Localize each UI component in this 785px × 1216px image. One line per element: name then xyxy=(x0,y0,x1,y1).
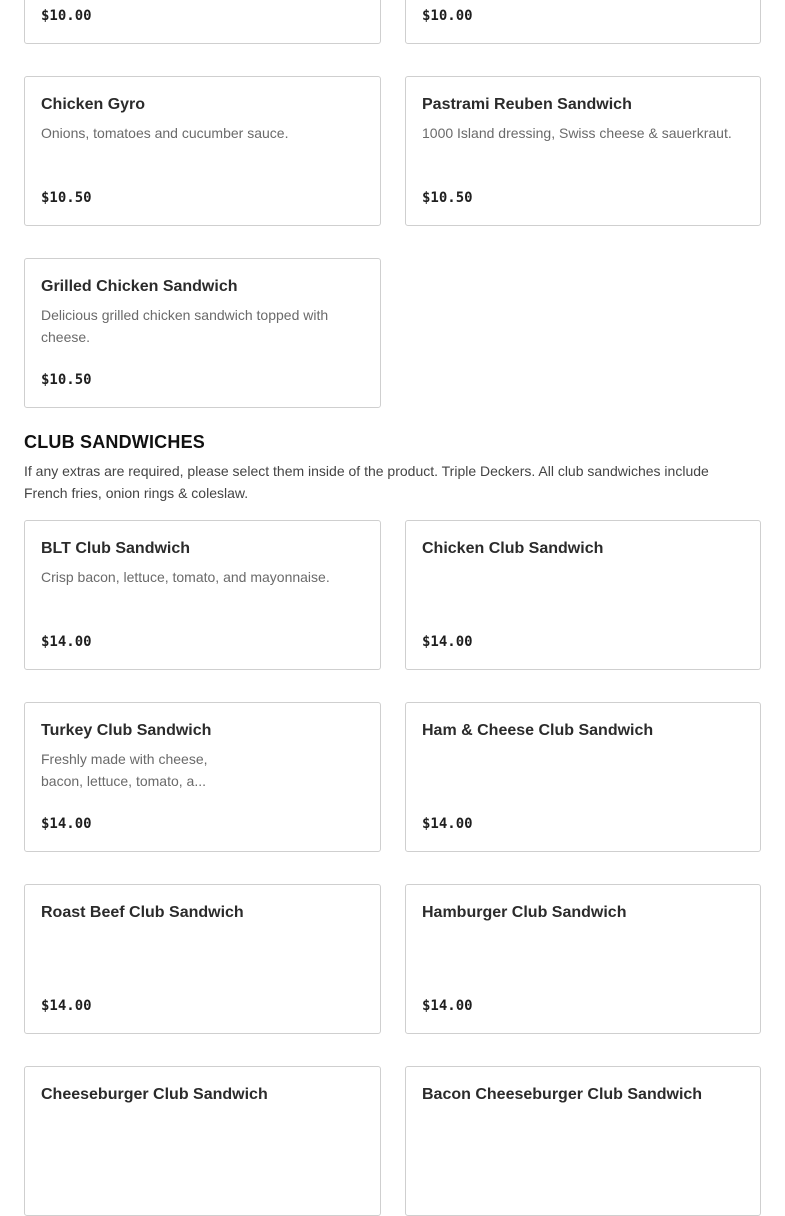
section-title: CLUB SANDWICHES xyxy=(24,432,205,452)
item-description: Delicious grilled chicken sandwich topped with cheese. xyxy=(41,307,329,345)
item-price: $14.00 xyxy=(422,998,473,1014)
item-price: $10.50 xyxy=(41,372,92,388)
item-description: Crisp bacon, lettuce, tomato, and mayonnaise. xyxy=(41,569,330,585)
item-name: Turkey Club Sandwich xyxy=(41,722,212,739)
menu-item-card-chicken-gyro[interactable] xyxy=(24,76,381,226)
item-price: $10.50 xyxy=(422,190,473,206)
menu-item-card-bacon-cheeseburger-club[interactable] xyxy=(405,1066,761,1216)
item-price: $14.00 xyxy=(41,998,92,1014)
item-name: Chicken Gyro xyxy=(41,96,146,113)
item-name: Bacon Cheeseburger Club Sandwich xyxy=(422,1086,703,1103)
menu-item-card-turkey-club[interactable] xyxy=(24,702,381,852)
menu-item-card[interactable] xyxy=(24,0,381,44)
menu-item-card-roast-beef-club[interactable] xyxy=(24,884,381,1034)
section-description: If any extras are required, please select them inside of the product. Triple Deckers. All club sandwiches include French fries, onion rings & coleslaw. xyxy=(24,463,709,501)
menu-item-card[interactable] xyxy=(405,0,761,44)
item-name: BLT Club Sandwich xyxy=(41,540,191,557)
item-description: Freshly made with cheese, bacon, lettuce, tomato, a... xyxy=(41,751,208,789)
item-name: Pastrami Reuben Sandwich xyxy=(422,96,632,113)
item-description: 1000 Island dressing, Swiss cheese & sauerkraut. xyxy=(422,125,732,141)
item-name: Cheeseburger Club Sandwich xyxy=(41,1086,268,1103)
item-price: $14.00 xyxy=(422,816,473,832)
item-price: $10.00 xyxy=(41,8,92,24)
menu-item-card-hamburger-club[interactable] xyxy=(405,884,761,1034)
item-price: $10.00 xyxy=(422,8,473,24)
item-price: $14.00 xyxy=(41,634,92,650)
menu-item-card-pastrami-reuben[interactable] xyxy=(405,76,761,226)
menu-item-card-chicken-club[interactable] xyxy=(405,520,761,670)
item-description: Onions, tomatoes and cucumber sauce. xyxy=(41,125,289,141)
item-price: $10.50 xyxy=(41,190,92,206)
item-name: Hamburger Club Sandwich xyxy=(422,904,627,921)
item-name: Roast Beef Club Sandwich xyxy=(41,904,244,921)
item-price: $14.00 xyxy=(422,634,473,650)
menu-item-card-grilled-chicken[interactable] xyxy=(24,258,381,408)
item-name: Ham & Cheese Club Sandwich xyxy=(422,722,654,739)
menu-item-card-ham-cheese-club[interactable] xyxy=(405,702,761,852)
item-price: $14.00 xyxy=(41,816,92,832)
menu-item-card-cheeseburger-club[interactable] xyxy=(24,1066,381,1216)
menu-item-card-blt-club[interactable] xyxy=(24,520,381,670)
item-name: Chicken Club Sandwich xyxy=(422,540,604,557)
item-name: Grilled Chicken Sandwich xyxy=(41,278,238,295)
